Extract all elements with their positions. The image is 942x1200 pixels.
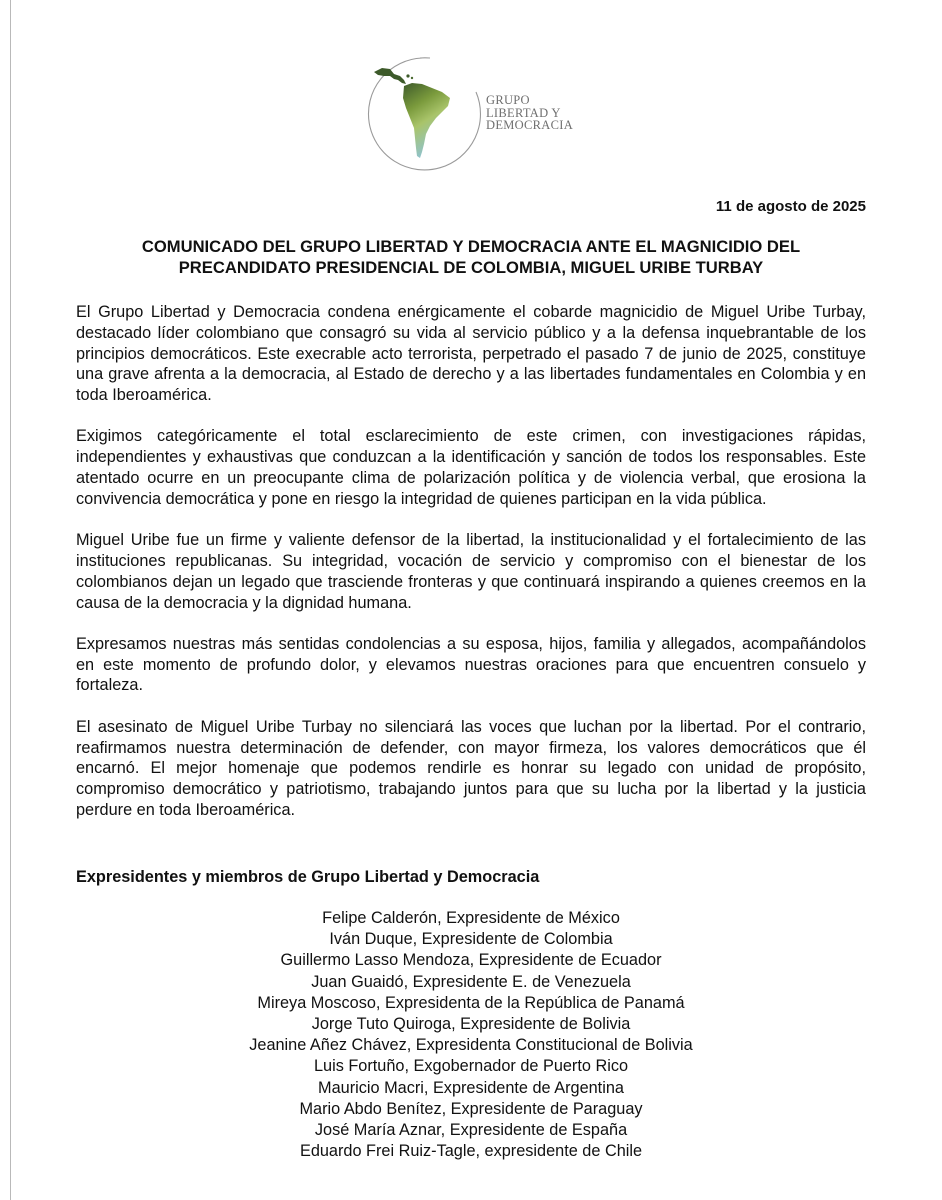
signers-heading: Expresidentes y miembros de Grupo Libertad y Democracia [76,868,540,886]
signer-item: Mireya Moscoso, Expresidenta de la República de Panamá [257,993,685,1012]
title-line-2: PRECANDIDATO PRESIDENCIAL DE COLOMBIA, MIGUEL URIBE TURBAY [178,258,764,277]
document-body [76,302,866,841]
signer-item: Jorge Tuto Quiroga, Expresidente de Bolivia [311,1015,631,1034]
signer-item: Felipe Calderón, Expresidente de México [322,909,620,927]
title-line-1: COMUNICADO DEL GRUPO LIBERTAD Y DEMOCRACIA ANTE EL MAGNICIDIO DEL [141,237,801,256]
signer-item: Jeanine Añez Chávez, Expresidenta Constitucional de Bolivia [249,1036,693,1055]
signer-item: Mauricio Macri, Expresidente de Argentina [318,1078,624,1097]
logo-line-3: DEMOCRACIA [486,118,574,132]
signer-item: Eduardo Frei Ruiz-Tagle, expresidente de Chile [299,1142,643,1161]
paragraph: Exigimos categóricamente el total esclarecimiento de este crimen, con investigaciones rápidas, independientes y exhaustivas que conduzcan a la identificación y sanción de todos los responsables. Este atentado ocurre en un preocupante clima de polarización política y de violencia verbal, que erosiona la convivencia democrática y pone en riesgo la integridad de quienes participan en la vida pública. [76,427,866,508]
logo-line-1: GRUPO [486,93,530,107]
document-date: 11 de agosto de 2025 [715,198,866,215]
signer-item: José María Aznar, Expresidente de España [314,1121,628,1140]
paragraph: El Grupo Libertad y Democracia condena enérgicamente el cobarde magnicidio de Miguel Uribe Turbay, destacado líder colombiano que consagró su vida al servicio público y a la defensa inquebrantable de los principios democráticos. Este execrable acto terrorista, perpetrado el pasado 7 de junio de 2025, constituye una grave afrenta a la democracia, al Estado de derecho y a las libertades fundamentales en Colombia y en toda Iberoamérica. [76,303,866,405]
logo-line-2: LIBERTAD Y [486,105,561,120]
signers-list [76,908,866,1162]
organization-logo-text [486,94,573,132]
signer-item: Luis Fortuño, Exgobernador de Puerto Rico [313,1057,629,1076]
signer-item: Iván Duque, Expresidente de Colombia [329,930,613,949]
paragraph: Expresamos nuestras más sentidas condolencias a su esposa, hijos, familia y allegados, acompañándolos en este momento de profundo dolor, y elevamos nuestras oraciones para que encuentren consuelo y fortaleza. [76,634,866,695]
paragraph: El asesinato de Miguel Uribe Turbay no silenciará las voces que luchan por la libertad. Por el contrario, reafirmamos nuestra determinación de defender, con mayor firmeza, los valores democráticos que él encarnó. El mejor homenaje que podemos rendirle es honrar su legado con unidad de propósito, compromiso democrático y patriotismo, trabajando juntos para que su lucha por la libertad y la justicia perdure en toda Iberoamérica. [76,717,866,819]
document-title [76,236,866,278]
signer-item: Guillermo Lasso Mendoza, Expresidente de Ecuador [280,951,662,970]
signer-item: Juan Guaidó, Expresidente E. de Venezuela [311,972,631,991]
paragraph: Miguel Uribe fue un firme y valiente defensor de la libertad, la institucionalidad y el fortalecimiento de las instituciones republicanas. Su integridad, vocación de servicio y compromiso con el bienestar de los colombianos dejan un legado que trasciende fronteras y que continuará inspirando a quienes creemos en la causa de la democracia y la dignidad humana. [76,531,866,612]
signer-item: Mario Abdo Benítez, Expresidente de Paraguay [299,1099,643,1118]
page-edge [10,0,11,1200]
